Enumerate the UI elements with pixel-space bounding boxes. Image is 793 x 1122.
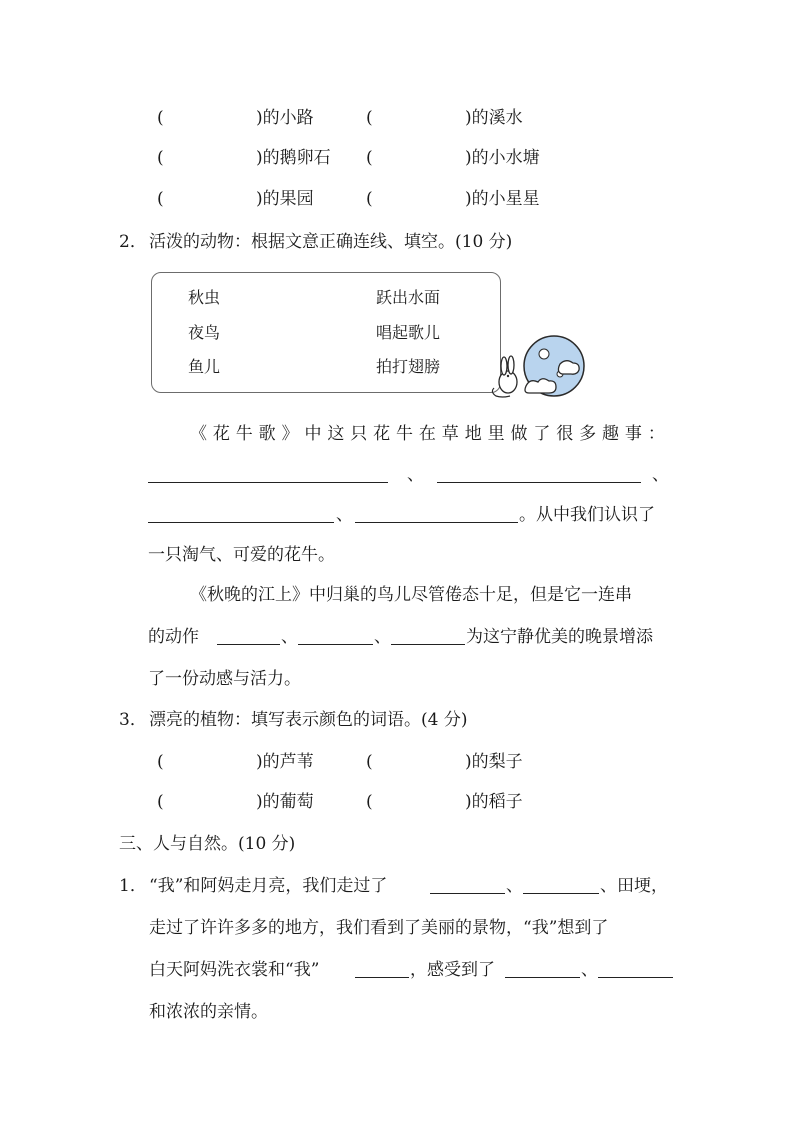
match-right-item[interactable]: 跃出水面 (376, 288, 441, 307)
answer-blank[interactable] (523, 876, 599, 894)
match-left-item[interactable]: 秋虫 (188, 288, 221, 307)
paragraph-text: 了一份动感与活力。 (148, 669, 301, 689)
answer-blank[interactable] (598, 960, 673, 978)
answer-blank[interactable] (430, 876, 505, 894)
char: 趣 (602, 424, 620, 444)
answer-blank[interactable] (298, 627, 373, 645)
separator: 、 (652, 465, 669, 485)
paren-open: ( (366, 752, 373, 772)
paren-open: ( (366, 189, 373, 209)
char: 《 (190, 424, 207, 444)
match-right-item[interactable]: 唱起歌儿 (376, 323, 441, 342)
separator: 、 (374, 627, 391, 647)
char: 在 (418, 424, 436, 444)
paragraph-text: 走过了许许多多的地方，我们看到了美丽的景物，“我”想到了 (149, 918, 609, 938)
fill-suffix: )的小星星 (465, 189, 540, 209)
answer-blank[interactable] (505, 960, 580, 978)
answer-blank[interactable] (437, 465, 641, 483)
fill-suffix: )的鹅卵石 (256, 148, 331, 168)
fill-suffix: )的小路 (256, 108, 314, 128)
question-title: 漂亮的植物：填写表示颜色的词语。(4 分) (149, 710, 468, 730)
char: 做 (510, 424, 528, 444)
char: 很 (556, 424, 574, 444)
moon-rabbit-illustration (488, 330, 588, 402)
answer-blank[interactable] (391, 627, 465, 645)
separator: 、 (506, 876, 523, 896)
paren-open: ( (157, 189, 164, 209)
char: 中 (304, 424, 322, 444)
question-number: 2． (119, 232, 147, 252)
paren-open: ( (366, 148, 373, 168)
char: 地 (464, 424, 482, 444)
paragraph-text: 的动作 (148, 627, 199, 647)
fill-suffix: )的梨子 (465, 752, 523, 772)
answer-blank[interactable] (148, 465, 388, 483)
fill-suffix: )的小水塘 (465, 148, 540, 168)
rabbit-icon (492, 356, 517, 397)
question-number: 1． (119, 876, 147, 896)
char: 牛 (235, 424, 253, 444)
separator: 、 (336, 505, 353, 525)
match-left-item[interactable]: 夜鸟 (188, 323, 221, 342)
question-number: 3． (119, 710, 147, 730)
paragraph-text: 。从中我们认识了 (519, 505, 655, 525)
char: 只 (350, 424, 368, 444)
fill-suffix: )的芦苇 (256, 752, 314, 772)
char: 牛 (396, 424, 414, 444)
section-title: 三、人与自然。(10 分) (119, 834, 296, 854)
paren-open: ( (157, 148, 164, 168)
paragraph-text: 、田埂， (600, 876, 668, 896)
match-left-item[interactable]: 鱼儿 (188, 357, 221, 376)
char: 》 (281, 424, 299, 444)
char: 多 (579, 424, 597, 444)
match-right-item[interactable]: 拍打翅膀 (376, 357, 441, 376)
paren-open: ( (366, 792, 373, 812)
paragraph-text: “我”和阿妈走月亮，我们走过了 (149, 876, 388, 896)
cloud-icon (525, 379, 556, 393)
paragraph-flower-cow-line1 (190, 419, 665, 444)
answer-blank[interactable] (217, 627, 280, 645)
paren-open: ( (157, 792, 164, 812)
answer-blank[interactable] (355, 505, 518, 523)
char: ： (647, 424, 665, 444)
separator: 、 (281, 627, 298, 647)
answer-blank[interactable] (148, 505, 334, 523)
char: 歌 (258, 424, 276, 444)
paragraph-text: 为这宁静优美的晚景增添 (466, 627, 653, 647)
paragraph-text: 白天阿妈洗衣裳和“我” (149, 960, 320, 980)
char: 花 (373, 424, 391, 444)
paragraph-text: ，感受到了 (410, 960, 495, 980)
char: 了 (533, 424, 551, 444)
char: 这 (327, 424, 345, 444)
fill-suffix: )的溪水 (465, 108, 523, 128)
separator: 、 (407, 465, 424, 485)
answer-blank[interactable] (355, 960, 409, 978)
fill-suffix: )的果园 (256, 189, 314, 209)
char: 草 (441, 424, 459, 444)
matching-box (151, 272, 501, 393)
fill-suffix: )的葡萄 (256, 792, 314, 812)
fill-suffix: )的稻子 (465, 792, 523, 812)
paragraph-text: 《秋晚的江上》中归巢的鸟儿尽管倦态十足，但是它一连串 (190, 585, 632, 605)
paren-open: ( (157, 108, 164, 128)
separator: 、 (581, 960, 598, 980)
paren-open: ( (366, 108, 373, 128)
paren-open: ( (157, 752, 164, 772)
paragraph-text: 和浓浓的亲情。 (149, 1002, 268, 1022)
char: 里 (487, 424, 505, 444)
char: 事 (624, 424, 642, 444)
char: 花 (212, 424, 230, 444)
question-title: 活泼的动物：根据文意正确连线、填空。(10 分) (149, 232, 513, 252)
paragraph-text: 一只淘气、可爱的花牛。 (148, 545, 335, 565)
